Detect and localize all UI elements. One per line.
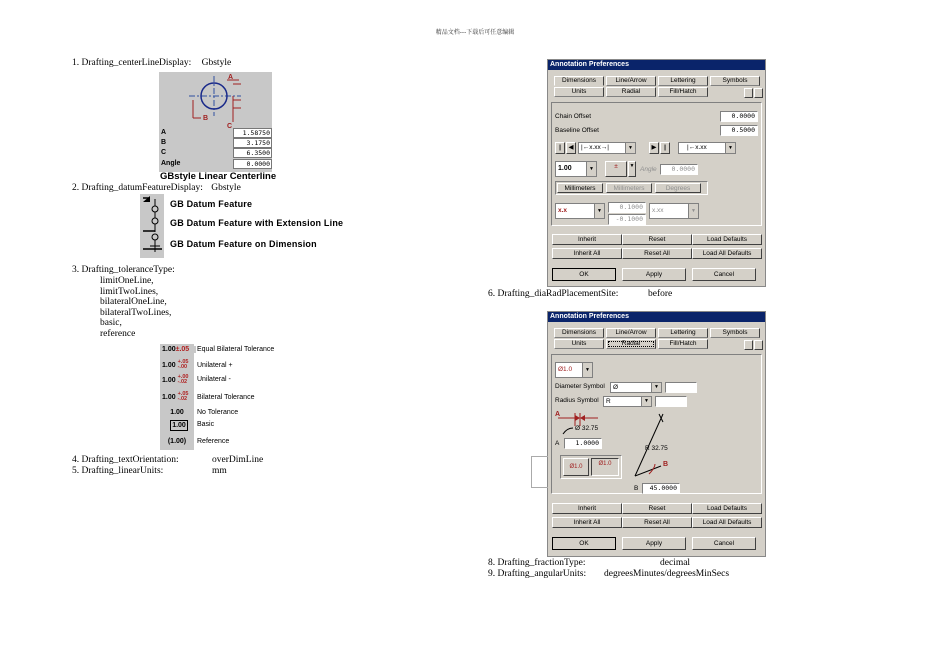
- item-value: Gbstyle: [211, 183, 241, 193]
- param-angle-field[interactable]: 0.0000: [233, 159, 272, 169]
- chevron-down-icon: ▼: [594, 204, 604, 218]
- angle-label: Angle: [640, 166, 657, 173]
- tol-basic-label: Basic: [197, 421, 215, 428]
- inherit-all-button[interactable]: Inherit All: [552, 517, 622, 528]
- radius-symbol-text-field[interactable]: [655, 396, 687, 407]
- arrow-left-icon[interactable]: ◀: [566, 142, 576, 154]
- chevron-down-icon: ▼: [688, 204, 698, 218]
- tab-radial[interactable]: Radial: [606, 339, 656, 349]
- cancel-button[interactable]: Cancel: [692, 268, 756, 281]
- chevron-down-icon[interactable]: ▼: [628, 161, 636, 177]
- tol-reference-label: Reference: [197, 438, 230, 445]
- tab-scroll-left[interactable]: [744, 340, 753, 350]
- centerline-diagram: [159, 72, 272, 128]
- tab-dimensions[interactable]: Dimensions: [554, 328, 604, 338]
- tab-symbols[interactable]: Symbols: [710, 76, 760, 86]
- units-mm-button[interactable]: Millimeters: [557, 183, 603, 193]
- apply-button[interactable]: Apply: [622, 537, 686, 550]
- dim-b-label: B: [203, 115, 209, 122]
- chain-offset-field[interactable]: 0.0000: [720, 111, 758, 122]
- diameter-symbol-text-field[interactable]: [665, 382, 697, 393]
- arrow-right-icon[interactable]: ▶: [649, 142, 659, 154]
- precision-dropdown[interactable]: 1.00 ▼: [555, 161, 597, 177]
- item-text-orientation: 4. Drafting_textOrientation: overDimLine: [72, 455, 264, 465]
- tol-none: 1.00: [170, 409, 184, 416]
- centerline-figure: [159, 72, 272, 172]
- tolerance-type-icon[interactable]: ±: [605, 161, 627, 177]
- tab-units[interactable]: Units: [554, 87, 604, 97]
- dim-dia-text: Ø 32.75: [575, 425, 599, 432]
- placement-option-1-button[interactable]: Ø1.0: [563, 458, 589, 476]
- tol-bilateral: 1.00 +.05 -.02: [162, 391, 189, 402]
- ok-button[interactable]: OK: [552, 268, 616, 281]
- tol-unilateral-minus-label: Unilateral -: [197, 376, 231, 383]
- item-angular-units: 9. Drafting_angularUnits: degreesMinutes/degreesMinSecs: [488, 569, 730, 579]
- reset-all-button[interactable]: Reset All: [622, 517, 692, 528]
- item-fraction-type: 8. Drafting_fractionType: decimal: [488, 558, 691, 568]
- tab-line-arrow[interactable]: Line/Arrow: [606, 76, 656, 86]
- tol-basic: 1.00: [170, 420, 188, 431]
- placement-option-2-button[interactable]: Ø1.0: [591, 458, 619, 476]
- datum-feature-2: GB Datum Feature with Extension Line: [170, 218, 344, 228]
- a-field[interactable]: 1.0000: [564, 438, 602, 449]
- b-label: B: [634, 485, 639, 492]
- param-a-label: A: [161, 129, 167, 136]
- tol-reference: (1.00): [167, 438, 187, 445]
- tolerance-options-list: [100, 276, 171, 339]
- chevron-down-icon: ▼: [625, 143, 635, 153]
- param-angle-label: Angle: [161, 160, 181, 167]
- item-datum-feature: [72, 183, 241, 193]
- tab-dimensions[interactable]: Dimensions: [554, 76, 604, 86]
- page-header: 精品文档---下载后可任意编辑: [435, 29, 515, 36]
- annotation-preferences-dialog-radial: [547, 311, 766, 557]
- param-b-label: B: [161, 139, 167, 146]
- arrow-in-icon[interactable]: |: [555, 142, 565, 154]
- tab-line-arrow[interactable]: Line/Arrow: [606, 328, 656, 338]
- tol-unilateral-plus: 1.00 +.05 -.00: [162, 359, 189, 370]
- dim-b-text: B: [663, 461, 669, 468]
- list-item: reference: [100, 328, 136, 339]
- tab-lettering[interactable]: Lettering: [658, 76, 708, 86]
- tab-scroll-left[interactable]: [744, 88, 753, 98]
- item-value: Gbstyle: [201, 58, 232, 68]
- tol-unilateral-plus-label: Unilateral +: [197, 362, 233, 369]
- diameter-symbol-label: Diameter Symbol: [555, 383, 605, 390]
- cancel-button[interactable]: Cancel: [692, 537, 756, 550]
- annotation-preferences-dialog: [547, 59, 766, 287]
- centerline-caption: GBstyle Linear Centerline: [160, 171, 277, 182]
- units-mm2-button[interactable]: Millimeters: [606, 183, 652, 193]
- lower-tolerance-field[interactable]: -0.1000: [608, 214, 646, 225]
- param-b-field[interactable]: 3.1750: [233, 138, 272, 148]
- list-item: bilateralOneLine,: [100, 297, 167, 307]
- apply-button[interactable]: Apply: [622, 268, 686, 281]
- tab-radial[interactable]: Radial: [606, 87, 656, 97]
- radial-dimension-diagram: [553, 408, 703, 498]
- diameter-symbol-dropdown[interactable]: Ø ▼: [610, 382, 662, 393]
- inherit-all-button[interactable]: Inherit All: [552, 248, 622, 259]
- datum-icons: [140, 194, 164, 258]
- baseline-offset-label: Baseline Offset: [555, 127, 599, 134]
- tab-fill-hatch[interactable]: Fill/Hatch: [658, 339, 708, 349]
- load-all-defaults-button[interactable]: Load All Defaults: [692, 248, 762, 259]
- chevron-down-icon: ▼: [586, 162, 596, 176]
- radius-symbol-label: Radius Symbol: [555, 397, 599, 404]
- inherit-button[interactable]: Inherit: [552, 234, 622, 245]
- chevron-down-icon: ▼: [651, 383, 661, 392]
- reset-all-button[interactable]: Reset All: [622, 248, 692, 259]
- dialog-title: Annotation Preferences: [548, 312, 765, 322]
- item-linear-units: 5. Drafting_linearUnits: mm: [72, 466, 227, 476]
- param-c-label: C: [161, 149, 167, 156]
- load-defaults-button[interactable]: Load Defaults: [692, 503, 762, 514]
- units-degrees-button[interactable]: Degrees: [655, 183, 701, 193]
- dialog-title: Annotation Preferences: [548, 60, 765, 70]
- tab-scroll-right[interactable]: [754, 88, 763, 98]
- tolerance-precision-dropdown[interactable]: x.x ▼: [555, 203, 605, 219]
- tol-bilateral-label: Bilateral Tolerance: [197, 394, 255, 401]
- text-placement-dropdown[interactable]: |←x.xx→| ▼: [578, 142, 636, 154]
- tab-fill-hatch[interactable]: Fill/Hatch: [658, 87, 708, 97]
- tab-lettering[interactable]: Lettering: [658, 328, 708, 338]
- b-field[interactable]: 45.0000: [642, 483, 680, 494]
- chevron-down-icon: ▼: [725, 143, 735, 153]
- tab-units[interactable]: Units: [554, 339, 604, 349]
- datum-symbol-icon: [140, 194, 164, 258]
- item-tolerance-type: 3. Drafting_toleranceType:: [72, 265, 175, 275]
- radius-symbol-dropdown[interactable]: R ▼: [603, 396, 652, 407]
- reset-button[interactable]: Reset: [622, 234, 692, 245]
- item-dia-rad-placement: 6. Drafting_diaRadPlacementSite: before: [488, 289, 673, 299]
- tab-scroll-right[interactable]: [754, 340, 763, 350]
- angle-field[interactable]: 0.0000: [660, 164, 698, 175]
- dim-a-text: A: [555, 411, 561, 418]
- datum-feature-3: GB Datum Feature on Dimension: [170, 239, 317, 249]
- arrow-out-icon[interactable]: |: [660, 142, 670, 154]
- ok-button[interactable]: OK: [552, 537, 616, 550]
- inherit-button[interactable]: Inherit: [552, 503, 622, 514]
- reset-button[interactable]: Reset: [622, 503, 692, 514]
- dim-a-label: A: [228, 74, 234, 81]
- load-defaults-button[interactable]: Load Defaults: [692, 234, 762, 245]
- list-item: basic,: [100, 318, 122, 328]
- load-all-defaults-button[interactable]: Load All Defaults: [692, 517, 762, 528]
- bracket-connector: [531, 456, 548, 488]
- list-item: bilateralTwoLines,: [100, 307, 172, 318]
- tolerance-decimal-dropdown[interactable]: x.xx ▼: [649, 203, 699, 219]
- item-label: 1. Drafting_centerLineDisplay:: [72, 58, 192, 68]
- param-c-field[interactable]: 6.3500: [233, 148, 272, 158]
- chain-offset-label: Chain Offset: [555, 113, 592, 120]
- text-orientation-dropdown[interactable]: |←x.xx ▼: [678, 142, 736, 154]
- tol-equal-bilateral-label: Equal Bilateral Tolerance: [197, 346, 275, 353]
- dim-c-label: C: [227, 123, 233, 128]
- chevron-down-icon: ▼: [641, 397, 651, 406]
- tol-unilateral-minus: 1.00 +.00 -.02: [162, 374, 189, 385]
- upper-tolerance-field[interactable]: 0.1000: [608, 202, 646, 213]
- baseline-offset-field[interactable]: 0.5000: [720, 125, 758, 136]
- tab-symbols[interactable]: Symbols: [710, 328, 760, 338]
- item-label: 2. Drafting_datumFeatureDisplay:: [72, 183, 203, 193]
- list-item: limitTwoLines,: [100, 286, 159, 297]
- dia-placement-dropdown[interactable]: Ø1.0 ▼: [555, 362, 593, 378]
- list-item: limitOneLine,: [100, 276, 154, 286]
- param-a-field[interactable]: 1.58750: [233, 128, 272, 138]
- chevron-down-icon: ▼: [582, 363, 592, 377]
- datum-feature-1: GB Datum Feature: [170, 199, 253, 209]
- dim-radius-text: R 32.75: [645, 445, 668, 452]
- a-label: A: [555, 440, 560, 447]
- tol-equal-bilateral: 1.00±.05: [160, 346, 196, 353]
- item-center-line: [72, 58, 231, 68]
- tol-none-label: No Tolerance: [197, 409, 239, 416]
